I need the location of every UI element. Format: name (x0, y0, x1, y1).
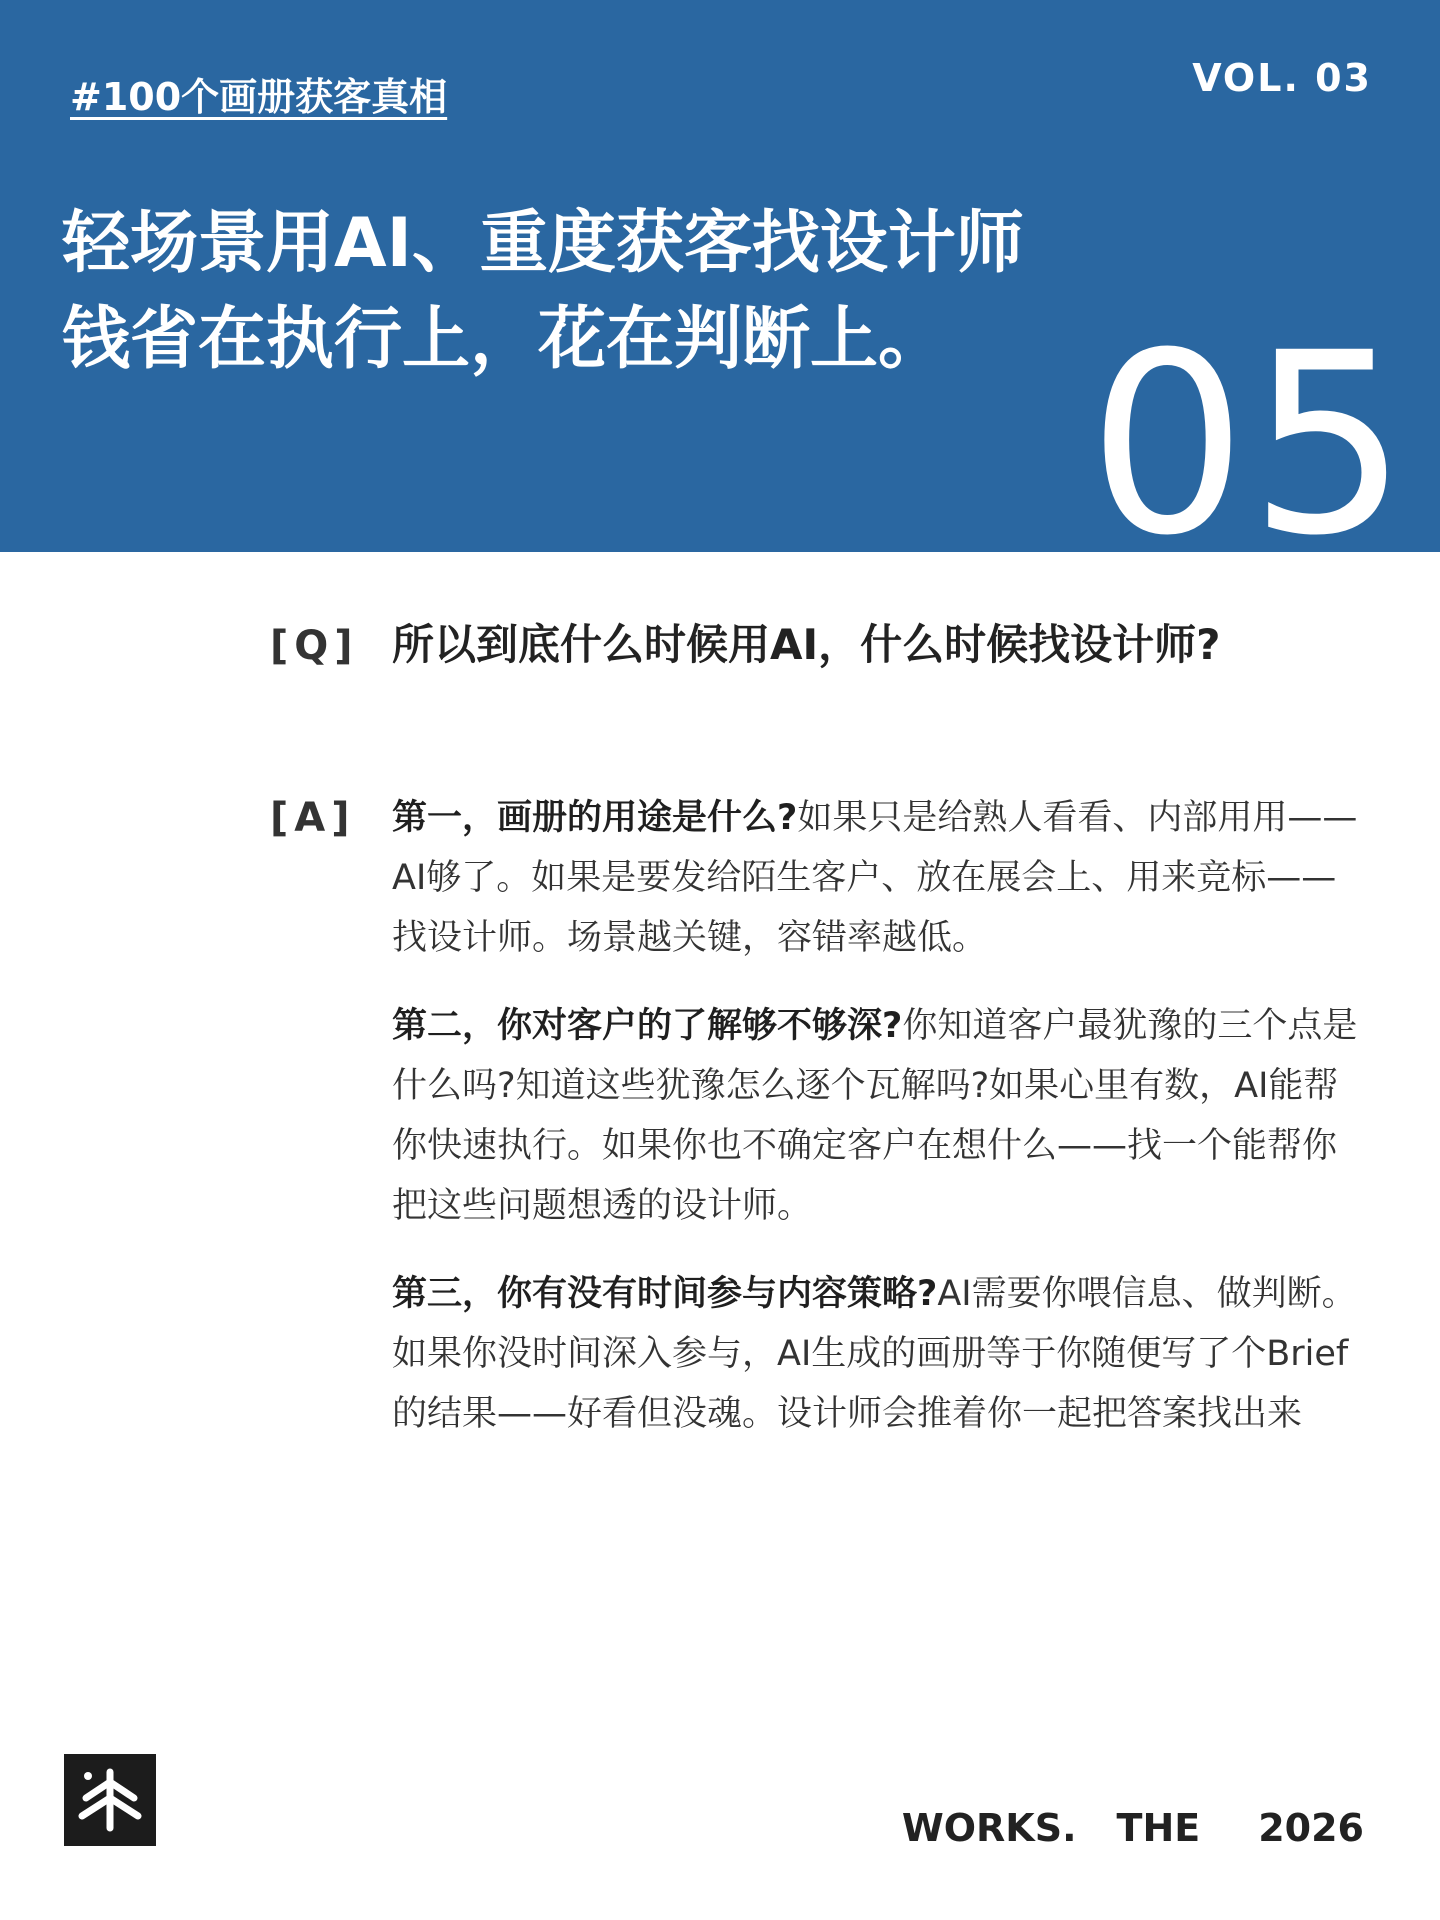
answer-paragraph (392, 996, 1362, 1236)
headline-line-2: 钱省在执行上，花在判断上。 (62, 300, 947, 379)
series-tag[interactable]: #100个画册获客真相 (70, 75, 448, 119)
answer-paragraph (392, 1264, 1362, 1444)
footer-signature (902, 1806, 1364, 1850)
answer-row (270, 788, 1370, 1472)
question-row (270, 612, 1370, 672)
answer-text: 如果只是给熟人看看、内部用用——AI够了。如果是要发给陌生客户、放在展会上、用来竞标——找设计师。场景越关键，容错率越低。 (392, 798, 1358, 958)
answer-text: AI需要你喂信息、做判断。如果你没时间深入参与，AI生成的画册等于你随便写了个Brief的结果——好看但没魂。设计师会推着你一起把答案找出来 (392, 1274, 1357, 1434)
tree-logo-icon (64, 1754, 156, 1846)
answer-paragraph (392, 788, 1362, 968)
question-text: 所以到底什么时候用AI，什么时候找设计师? (392, 620, 1221, 669)
headline (62, 196, 1024, 388)
hero-banner (0, 0, 1440, 552)
issue-number: 05 (1087, 299, 1410, 552)
answer-marker: [A] (270, 795, 356, 841)
answer-text: 你知道客户最犹豫的三个点是什么吗?知道这些犹豫怎么逐个瓦解吗?如果心里有数，AI能帮你快速执行。如果你也不确定客户在想什么——找一个能帮你把这些问题想透的设计师。 (392, 1006, 1358, 1226)
answer-lead: 第三，你有没有时间参与内容策略? (392, 1274, 938, 1314)
tree-logo-graphic (64, 1754, 156, 1846)
answer-lead: 第二，你对客户的了解够不够深? (392, 1006, 903, 1046)
answer-body (392, 788, 1362, 1472)
headline-line-1: 轻场景用AI、重度获客找设计师 (62, 204, 1024, 283)
footer-word-works: WORKS. (901, 1806, 1077, 1850)
answer-lead: 第一，画册的用途是什么? (392, 798, 798, 838)
footer-year: 2026 (1258, 1806, 1364, 1850)
footer-word-the: THE (1116, 1806, 1201, 1850)
question-marker: [Q] (270, 623, 359, 669)
volume-label: VOL. 03 (1192, 56, 1372, 100)
